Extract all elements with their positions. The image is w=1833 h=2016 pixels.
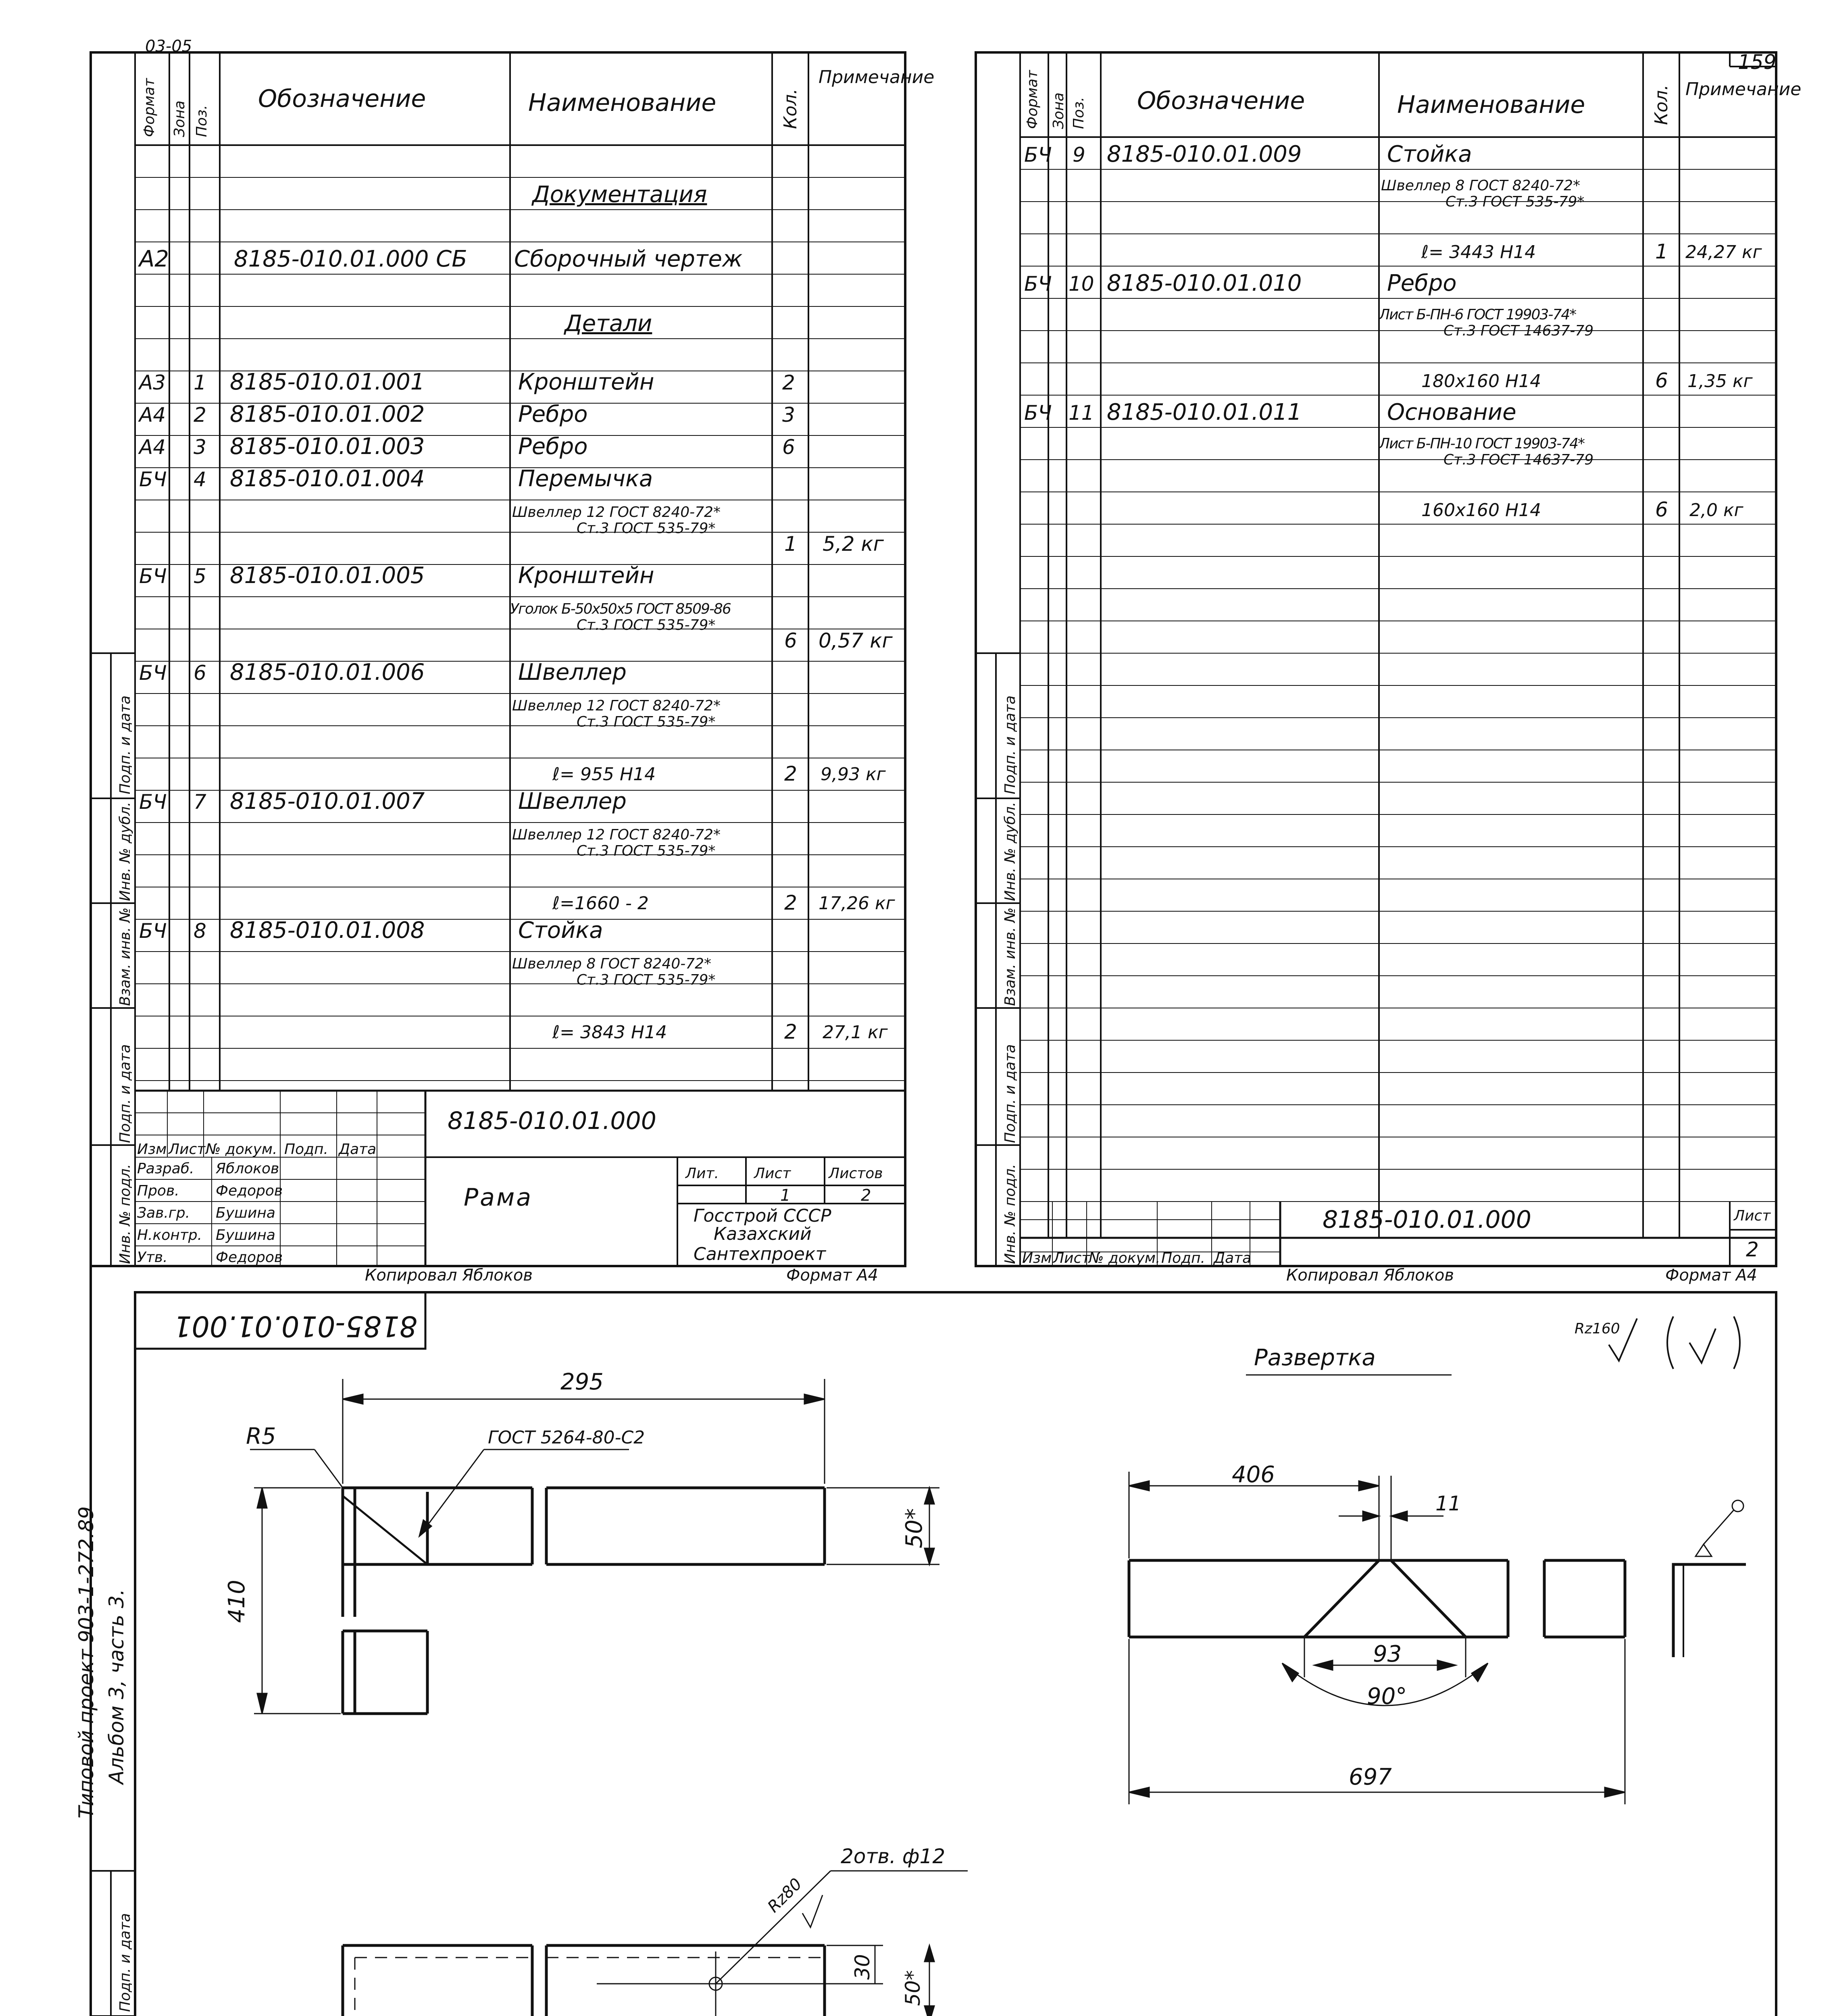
- dim-r5: R5: [246, 1423, 276, 1450]
- row-pos: 11: [1069, 401, 1094, 425]
- row-mass: 17,26 кг: [819, 893, 895, 914]
- row-format: БЧ: [139, 661, 167, 685]
- side-stamp: Взам. инв. №: [1002, 907, 1019, 1006]
- col-header-name: Наименование: [1397, 91, 1585, 119]
- row-steel: Ст.3 ГОСТ 535-79*: [577, 843, 716, 859]
- left-title-name: Рама: [464, 1183, 533, 1212]
- dim-406: 406: [1232, 1462, 1275, 1488]
- plan-view: [343, 1945, 825, 2016]
- row-length: ℓ= 3843 H14: [552, 1022, 667, 1043]
- row-pos: 7: [194, 790, 206, 814]
- row-qty: 6: [782, 435, 795, 459]
- dim-11: 11: [1435, 1492, 1461, 1515]
- dim-30: 30: [851, 1954, 874, 1980]
- top-left-mark: 03-05: [145, 37, 192, 56]
- row-mass: 5,2 кг: [823, 532, 884, 556]
- row-mass: 1,35 кг: [1687, 371, 1753, 392]
- development-view: [1129, 1476, 1625, 1637]
- dim-295: 295: [560, 1369, 604, 1395]
- row-name: Швеллер: [518, 659, 627, 685]
- dim-93: 93: [1373, 1641, 1402, 1667]
- album-label: Альбом 3, часть 3.: [105, 1589, 128, 1784]
- tb-person: Федоров: [216, 1249, 283, 1266]
- stamp-code-inverted: 8185-010.01.001: [173, 1310, 417, 1343]
- row-format: БЧ: [139, 564, 167, 588]
- row-steel: Ст.3 ГОСТ 14637-79: [1443, 323, 1594, 339]
- tb-sheets: 2: [861, 1186, 871, 1205]
- row-length: 160х160 H14: [1421, 500, 1541, 521]
- tb-col-label: Изм: [1022, 1250, 1052, 1266]
- col-header-zone: Зона: [1050, 92, 1067, 129]
- tb-person: Федоров: [216, 1183, 283, 1199]
- weld-gost: ГОСТ 5264-80-С2: [488, 1427, 645, 1448]
- row-name: Ребро: [518, 401, 588, 427]
- dim-90-deg: 90°: [1367, 1683, 1407, 1710]
- row-name: Основание: [1387, 399, 1516, 425]
- section-details: Детали: [564, 310, 652, 337]
- right-title-code: 8185-010.01.000: [1323, 1206, 1531, 1234]
- row-pos: 6: [194, 661, 206, 685]
- row-qty: 3: [782, 403, 795, 427]
- left-copied: Копировал Яблоков: [365, 1266, 533, 1285]
- tb-org: Госстрой СССР: [694, 1206, 831, 1226]
- row-designation: 8185-010.01.007: [230, 788, 425, 814]
- tb-sheet-label: Лист: [754, 1165, 791, 1182]
- right-copied: Копировал Яблоков: [1286, 1266, 1454, 1285]
- row-steel: Ст.3 ГОСТ 535-79*: [577, 617, 716, 633]
- tb-org: Сантехпроект: [694, 1244, 826, 1264]
- row-mass: 2,0 кг: [1689, 500, 1743, 521]
- row-designation: 8185-010.01.000 СБ: [234, 246, 467, 272]
- row-material: Швеллер 12 ГОСТ 8240-72*: [512, 827, 721, 843]
- col-header-name: Наименование: [528, 89, 717, 117]
- left-title-code: 8185-010.01.000: [448, 1107, 656, 1135]
- row-qty: 1: [784, 532, 797, 556]
- dim-410: 410: [224, 1580, 250, 1623]
- side-stamp: Подп. и дата: [117, 695, 133, 794]
- row-material: Уголок Б-50х50х5 ГОСТ 8509-86: [510, 601, 731, 617]
- row-length: ℓ= 955 H14: [552, 764, 656, 785]
- col-header-pos: Поз.: [1071, 97, 1087, 129]
- col-header-note: Примечание: [819, 67, 935, 87]
- side-stamp: Взам. инв. №: [117, 907, 133, 1006]
- row-length: 180х160 H14: [1421, 371, 1541, 392]
- holes-label: 2отв. ф12: [841, 1845, 946, 1868]
- row-pos: 10: [1069, 272, 1094, 296]
- row-material: Швеллер 12 ГОСТ 8240-72*: [512, 504, 721, 521]
- left-sheet-frame: [91, 52, 935, 1266]
- side-stamp: Подп. и дата: [117, 1913, 133, 2012]
- side-stamp: Инв. № дубл.: [1002, 802, 1019, 901]
- row-format: БЧ: [1024, 143, 1052, 167]
- side-stamp: Инв. № подл.: [1002, 1164, 1019, 1264]
- row-pos: 1: [194, 371, 206, 394]
- front-view: [343, 1488, 825, 1714]
- row-mass: 24,27 кг: [1685, 242, 1762, 262]
- row-mass: 9,93 кг: [821, 764, 886, 785]
- row-format: БЧ: [139, 919, 167, 943]
- row-format: БЧ: [139, 790, 167, 814]
- tb-role: Пров.: [137, 1183, 179, 1199]
- row-designation: 8185-010.01.011: [1107, 399, 1302, 425]
- tb-col-label: № докум.: [206, 1141, 277, 1158]
- row-qty: 6: [1655, 369, 1668, 392]
- side-stamp: Подп. и дата: [1002, 1044, 1019, 1143]
- row-pos: 2: [194, 403, 206, 427]
- col-header-note: Примечание: [1685, 79, 1802, 100]
- tb-col-label: Изм: [137, 1141, 167, 1158]
- tb-col-label: Подп.: [284, 1141, 328, 1158]
- row-name: Стойка: [1387, 141, 1472, 167]
- tb-lit-label: Лит.: [685, 1165, 719, 1182]
- side-stamp: Инв. № подл.: [117, 1164, 133, 1264]
- row-pos: 4: [194, 468, 206, 491]
- row-steel: Ст.3 ГОСТ 535-79*: [1446, 194, 1585, 210]
- dim-697: 697: [1349, 1764, 1392, 1790]
- project-label: Типовой проект 903-1-272.89: [75, 1506, 98, 1818]
- tb-sheet-label: Лист: [1734, 1208, 1771, 1224]
- row-designation: 8185-010.01.008: [230, 917, 425, 943]
- row-qty: 2: [784, 891, 797, 914]
- side-stamp: Подп. и дата: [1002, 695, 1019, 794]
- row-name: Стойка: [518, 917, 603, 943]
- row-designation: 8185-010.01.002: [230, 401, 425, 427]
- row-material: Швеллер 12 ГОСТ 8240-72*: [512, 698, 721, 714]
- side-stamp: Подп. и дата: [117, 1044, 133, 1143]
- row-name: Ребро: [1387, 270, 1457, 296]
- angle-section-symbol: [1673, 1564, 1746, 1657]
- tb-person: Яблоков: [216, 1160, 279, 1177]
- row-designation: 8185-010.01.001: [230, 369, 425, 395]
- col-header-format: Формат: [141, 78, 158, 137]
- tb-org: Казахский: [714, 1224, 812, 1244]
- row-name: Перемычка: [518, 466, 653, 492]
- tb-sheet: 2: [1746, 1238, 1759, 1261]
- row-name: Ребро: [518, 433, 588, 460]
- col-header-qty: Кол.: [1651, 84, 1672, 125]
- razvertka-title: Развертка: [1254, 1345, 1376, 1371]
- tb-role: Зав.гр.: [137, 1205, 190, 1221]
- row-name: Швеллер: [518, 788, 627, 814]
- tb-role: Разраб.: [137, 1160, 194, 1177]
- row-pos: 5: [194, 564, 206, 588]
- row-pos: 9: [1073, 143, 1085, 167]
- right-sheet-frame: [976, 52, 1802, 1266]
- row-qty: 6: [1655, 498, 1668, 521]
- section-documentation: Документация: [532, 181, 707, 208]
- col-header-format: Формат: [1024, 70, 1041, 129]
- tb-role: Утв.: [137, 1249, 168, 1266]
- row-steel: Ст.3 ГОСТ 535-79*: [577, 714, 716, 730]
- row-format: А2: [139, 246, 169, 272]
- row-name: Кронштейн: [518, 562, 654, 589]
- roughness-top: Rz160: [1575, 1320, 1620, 1337]
- row-material: Лист Б-ПН-10 ГОСТ 19903-74*: [1379, 435, 1585, 452]
- right-format: Формат А4: [1665, 1266, 1757, 1285]
- col-header-pos: Поз.: [194, 105, 210, 137]
- row-length: ℓ=1660 - 2: [552, 893, 649, 914]
- col-header-designation: Обозначение: [1137, 87, 1305, 115]
- row-pos: 3: [194, 435, 206, 459]
- tb-col-label: Подп.: [1161, 1250, 1205, 1266]
- row-steel: Ст.3 ГОСТ 14637-79: [1443, 452, 1594, 468]
- row-steel: Ст.3 ГОСТ 535-79*: [577, 520, 716, 537]
- row-designation: 8185-010.01.005: [230, 562, 425, 589]
- page-number: 159: [1738, 50, 1777, 74]
- tb-col-label: Лист: [1053, 1250, 1090, 1266]
- row-designation: 8185-010.01.004: [230, 466, 425, 492]
- row-format: БЧ: [139, 468, 167, 491]
- row-designation: 8185-010.01.003: [230, 433, 425, 460]
- row-qty: 2: [784, 1020, 797, 1043]
- row-format: А3: [139, 371, 166, 394]
- row-qty: 1: [1655, 240, 1668, 263]
- left-format: Формат А4: [786, 1266, 878, 1285]
- bottom-sheet-frame: [135, 1292, 1776, 2016]
- tb-person: Бушина: [216, 1227, 275, 1243]
- row-designation: 8185-010.01.010: [1107, 270, 1302, 296]
- tb-col-label: № докум.: [1089, 1250, 1160, 1266]
- row-qty: 2: [782, 371, 795, 394]
- dim-50-plan: 50*: [901, 1970, 925, 2006]
- row-designation: 8185-010.01.009: [1107, 141, 1302, 167]
- row-qty: 2: [784, 762, 797, 785]
- roughness-hole: Rz80: [764, 1874, 806, 1916]
- side-stamp: Инв. № дубл.: [117, 802, 133, 901]
- row-format: БЧ: [1024, 272, 1052, 296]
- row-steel: Ст.3 ГОСТ 535-79*: [577, 972, 716, 988]
- row-name: Кронштейн: [518, 369, 654, 395]
- tb-col-label: Лист: [169, 1141, 206, 1158]
- row-material: Лист Б-ПН-6 ГОСТ 19903-74*: [1379, 306, 1576, 323]
- col-header-zone: Зона: [171, 100, 188, 137]
- row-name: Сборочный чертеж: [514, 246, 743, 272]
- row-mass: 27,1 кг: [823, 1022, 888, 1043]
- row-format: А4: [139, 435, 166, 459]
- tb-role: Н.контр.: [137, 1227, 202, 1243]
- row-format: БЧ: [1024, 401, 1052, 425]
- col-header-qty: Кол.: [780, 88, 801, 129]
- tb-col-label: Дата: [339, 1141, 377, 1158]
- row-designation: 8185-010.01.006: [230, 659, 425, 685]
- tb-col-label: Дата: [1214, 1250, 1252, 1266]
- row-mass: 0,57 кг: [819, 629, 893, 652]
- row-pos: 8: [194, 919, 206, 943]
- dim-50-top: 50*: [901, 1508, 927, 1548]
- row-material: Швеллер 8 ГОСТ 8240-72*: [512, 956, 712, 972]
- tb-sheets-label: Листов: [829, 1165, 883, 1182]
- tb-person: Бушина: [216, 1205, 275, 1221]
- row-format: А4: [139, 403, 166, 427]
- row-qty: 6: [784, 629, 797, 652]
- row-length: ℓ= 3443 H14: [1421, 242, 1536, 262]
- col-header-designation: Обозначение: [258, 85, 426, 113]
- row-material: Швеллер 8 ГОСТ 8240-72*: [1381, 177, 1581, 194]
- tb-sheet: 1: [780, 1186, 791, 1205]
